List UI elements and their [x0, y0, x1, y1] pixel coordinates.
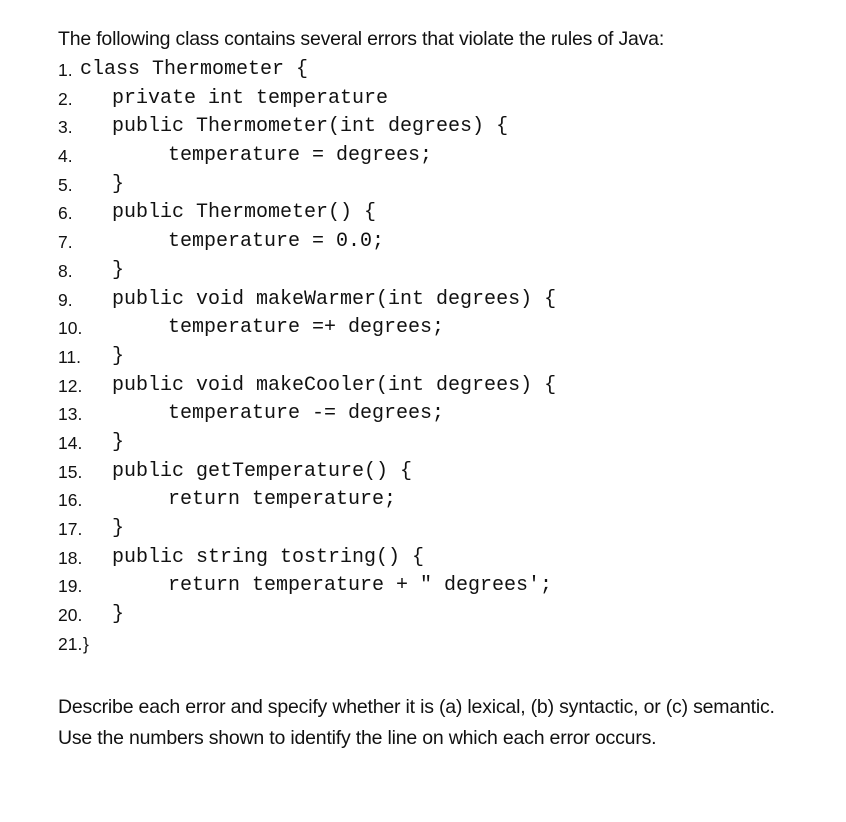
code-line-15 — [58, 460, 818, 489]
code-text: return temperature; — [168, 488, 397, 512]
code-line-2 — [58, 87, 818, 116]
code-line-5 — [58, 173, 818, 202]
code-text: public getTemperature() { — [112, 459, 413, 483]
code-line-9 — [58, 288, 818, 317]
code-text: public Thermometer(int degrees) { — [112, 115, 509, 139]
line-number: 17. — [58, 519, 83, 539]
line-number: 12. — [58, 375, 83, 396]
code-line-13 — [58, 402, 818, 431]
code-line-18 — [58, 546, 818, 575]
code-text: } — [112, 517, 125, 540]
code-line-7 — [58, 230, 818, 259]
line-number: 20. — [58, 605, 83, 626]
line-number: 6. — [58, 203, 73, 224]
code-line-16 — [58, 488, 818, 517]
line-number: 7. — [58, 232, 73, 253]
line-number: 16. — [58, 490, 83, 511]
code-text: temperature = degrees; — [168, 144, 433, 168]
code-text: private int temperature — [112, 86, 389, 110]
code-text: } — [83, 633, 89, 654]
code-line-12 — [58, 374, 818, 403]
code-text: temperature -= degrees; — [168, 402, 445, 426]
line-number: 8. — [58, 260, 73, 281]
line-number: 13. — [58, 404, 83, 425]
line-number: 1. — [58, 60, 73, 80]
line-number: 9. — [58, 289, 73, 310]
line-number: 11. — [58, 346, 82, 367]
code-line-14 — [58, 431, 818, 460]
code-line-3 — [58, 115, 818, 144]
line-number: 5. — [58, 174, 73, 195]
line-number: 18. — [58, 547, 83, 568]
code-listing — [58, 58, 818, 660]
code-line-1 — [58, 58, 818, 87]
code-line-21 — [58, 632, 818, 661]
question-text: Describe each error and specify whether it is (a) lexical, (b) syntactic, or (c) semantic. Use the numbers shown to identify the line on which each error occurs. — [58, 696, 775, 749]
code-text: class Thermometer { — [80, 58, 309, 81]
code-text: } — [112, 172, 125, 196]
line-number: 4. — [58, 146, 73, 167]
code-text: } — [112, 258, 125, 282]
code-text: return temperature + " degrees'; — [168, 574, 553, 598]
code-line-8 — [58, 259, 818, 288]
code-line-4 — [58, 144, 818, 173]
code-line-11 — [58, 345, 818, 374]
code-text: public Thermometer() { — [112, 201, 377, 225]
line-number: 21. — [58, 633, 83, 654]
code-text: public void makeWarmer(int degrees) { — [112, 287, 557, 311]
code-line-19 — [58, 574, 818, 603]
line-number: 3. — [58, 117, 73, 138]
line-number: 19. — [58, 576, 83, 597]
code-text: temperature = 0.0; — [168, 230, 385, 254]
line-number: 2. — [58, 88, 73, 109]
code-text: public void makeCooler(int degrees) { — [112, 373, 557, 397]
code-line-10 — [58, 316, 818, 345]
code-text: public string tostring() { — [112, 545, 425, 569]
code-text: } — [112, 430, 125, 454]
line-number: 10. — [58, 318, 83, 339]
code-text: } — [112, 344, 125, 368]
code-line-17 — [58, 517, 818, 546]
code-line-6 — [58, 201, 818, 230]
line-number: 14. — [58, 432, 83, 453]
code-text: } — [112, 603, 125, 627]
code-text: temperature =+ degrees; — [168, 316, 445, 340]
intro-text: The following class contains several errors that violate the rules of Java: — [58, 28, 665, 50]
code-line-20 — [58, 603, 818, 632]
line-number: 15. — [58, 461, 83, 482]
